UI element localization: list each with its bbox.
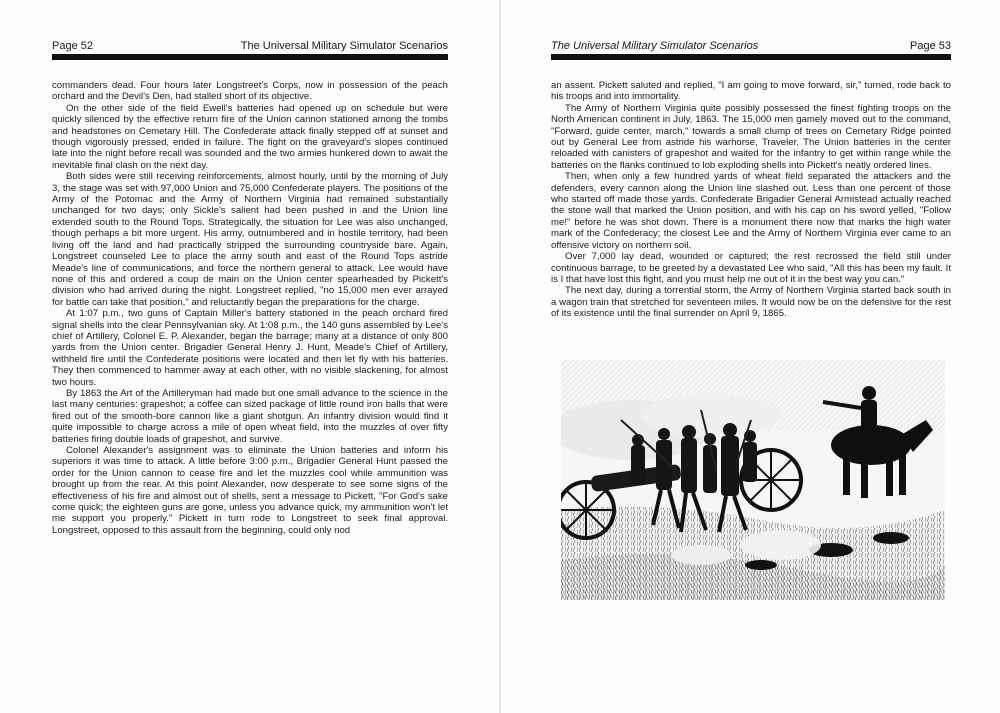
- header-rule: [52, 54, 448, 60]
- running-title: The Universal Military Simulator Scenarios: [240, 40, 448, 52]
- battle-scene-svg: [561, 360, 945, 600]
- paragraph: Then, when only a few hundred yards of wheat field separated the attackers and the defenders, every cannon along the Union line slashed out. Less than one percent of those who started off made those yards. Confederate Brigadier General Armistead actually reached the stone wall that marked the Union position, and with his cap on his sword yelled, "Follow me!" before he was shot down. There is a monument there now that marks the high water mark of the Confederacy; the closest Lee and the Army of Northern Virginia ever came to an offensive victory on northern soil.: [551, 171, 951, 251]
- left-page-body: [52, 80, 448, 536]
- paragraph: By 1863 the Art of the Artilleryman had made but one small advance to the science in the last many centuries: grapeshot; a coffee can sized package of little round iron balls that were fired out of the smooth-bore cannon like a giant shotgun. An infantry division would find it quite impossible to charge across a mile of open wheat field, into the muzzles of over fifty batteries firing double loads of grapeshot, and survive.: [52, 387, 448, 445]
- paragraph: commanders dead. Four hours later Longstreet's Corps, now in possession of the peach orchard and the Devil's Den, had stalled short of its objective.: [52, 80, 448, 103]
- right-page-header: [551, 38, 951, 62]
- paragraph: The next day, during a torrential storm, the Army of Northern Virginia started back south in a wagon train that stretched for seventeen miles. It would now be on the defensive for the rest of its existence until the final surrender on April 9, 1865.: [551, 285, 951, 320]
- battle-engraving-illustration: [561, 360, 945, 600]
- page-number: Page 52: [52, 40, 93, 52]
- paragraph: Over 7,000 lay dead, wounded or captured; the rest recrossed the field still under continuous barrage, to be greeted by a devastated Lee who said, "All this has been my fault. It is I that have lost this fight, and you must help me out of it in the best way you can.": [551, 251, 951, 285]
- page-number: Page 53: [910, 40, 951, 52]
- paragraph: an assent. Pickett saluted and replied, "I am going to move forward, sir," turned, rode back to his troops and into immortality.: [551, 80, 951, 103]
- left-page: [0, 0, 499, 713]
- right-page: [501, 0, 1000, 713]
- paragraph: Colonel Alexander's assignment was to eliminate the Union batteries and inform his superiors it was time to attack. A little before 3:00 p.m., Brigadier General Hunt passed the order for the Union cannon to cease fire and let the muzzles cool while ammunition was brought up from the rear. At this point Alexander, now desperate to see some signs of the effectiveness of his fire and almost out of shells, sent a message to Pickett, "For God's sake come quick; the eighteen guns are gone, unless you advance quick, my ammunition won't let me support you properly." Pickett in turn rode to Longstreet to seek final approval. Longstreet, opposed to this assault from the beginning, could only nod: [52, 445, 448, 536]
- header-rule: [551, 54, 951, 60]
- paragraph: The Army of Northern Virginia quite possibly possessed the finest fighting troops on the North American continent in July, 1863. The 15,000 men gamely moved out to the command, "Forward, guide center, march," towards a small clump of trees on Cemetary Ridge pointed out by General Lee from astride his warhorse, Traveler. The Union batteries in the center reloaded with canisters of grapeshot and waited for the infantry to get within range while the batteries on the flanks continued to lob exploding shells into Pickett's neatly ordered lines.: [551, 102, 951, 171]
- left-page-header: [52, 38, 448, 62]
- paragraph: On the other side of the field Ewell's batteries had opened up on schedule but were quickly silenced by the effective return fire of the Union cannon stationed among the tombs and headstones on Cemetary Hill. The Confederate attack finally stepped off at sunset and though vigorously pressed, ended in failure. The fight on the graveyard's slopes continued late into the night before recall was sounded and the two armies hunkered down to await the inevitable final clash on the next day.: [52, 102, 448, 171]
- right-page-body: [551, 80, 951, 320]
- paragraph: Both sides were still receiving reinforcements, almost hourly, until by the morning of July 3, the stage was set with 97,000 Union and 75,000 Confederate players. The positions of the Army of the Potomac and the Army of Northern Virginia had remained substantially unchanged for two days; only Sickle's salient had been pushed in and the Union line extended south to the Round Tops. Strategically, the situation for Lee was also unchanged, though perhaps a bit more urgent. His army, outnumbered and in hostile territory, had been living off the land and had practically stripped the surrounding countryside bare. Again, Longstreet counseled Lee to place the army south and east of the Round Tops astride Meade's line of communications, and force the northern general to attack. Lee would have none of this and ordered a coup de main on the Union center spearheaded by Pickett's division who had arrived during the night. Longstreet replied, "no 15,000 men ever arrayed for battle can take that position," and reluctantly began the preparations for the charge.: [52, 171, 448, 308]
- paragraph: At 1:07 p.m., two guns of Captain Miller's battery stationed in the peach orchard fired signal shells into the clear Pennsylvanian sky. At 1:08 p.m., the 140 guns assembled by Lee's chief of Artillery, Colonel E. P. Alexander, began the barrage; many at a distance of only 800 yards from the Union center. Brigadier General Henry J. Hunt, Meade's Chief of Artillery, withheld fire until the Confederate positions were located and then let fly with his batteries. They then commenced to hammer away at each other, with no visible slackening, for almost two hours.: [52, 308, 448, 388]
- running-title: The Universal Military Simulator Scenarios: [551, 40, 759, 52]
